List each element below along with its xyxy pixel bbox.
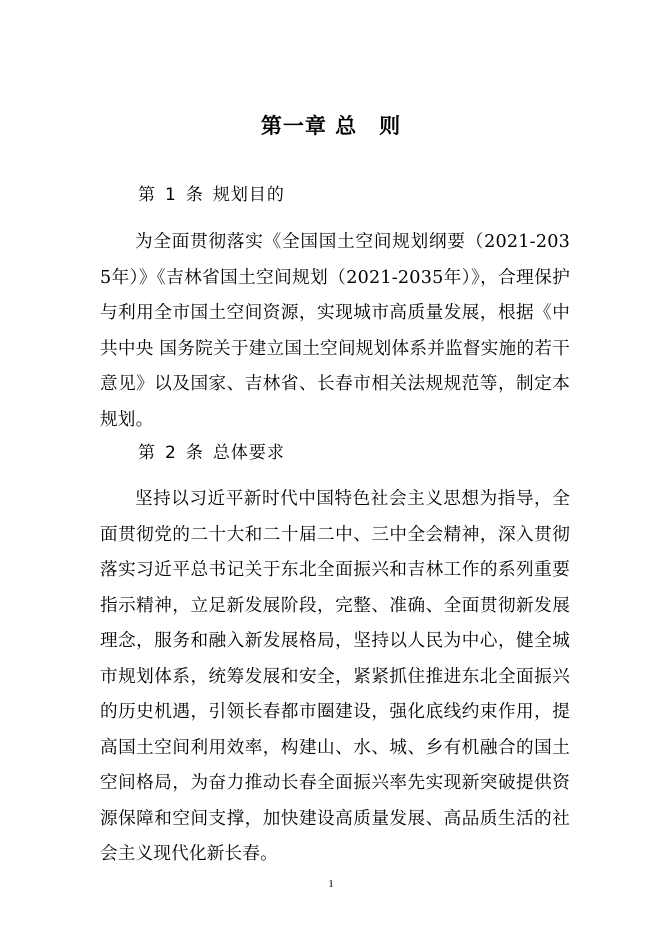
article-1-suffix: 条 [185,185,204,205]
article-2-body: 坚持以习近平新时代中国特色社会主义思想为指导，全面贯彻党的二十大和二十届二中、三中全会精神，深入贯彻落实习近平总书记关于东北全面振兴和吉林工作的系列重要指示精神，立足新发展阶段，完整、准确、全面贯彻新发展理念，服务和融入新发展格局，坚持以人民为中心，健全城市规划体系，统筹发展和安全，紧紧抓住推进东北全面振兴的历史机遇，引领长春都市圈建设，强化底线约束作用，提高国土空间利用效率，构建山、水、城、乡有机融合的国土空间格局，为奋力推动长春全面振兴率先实现新突破提供资源保障和空间支撑，加快建设高质量发展、高品质生活的社会主义现代化新长春。 [100,489,570,864]
article-1-number: 1 [165,185,177,205]
article-1-title: 规划目的 [212,185,285,205]
article-1-body: 为全面贯彻落实《全国国土空间规划纲要（2021-2035年）》《吉林省国土空间规划（2021-2035年）》，合理保护与利用全市国土空间资源，实现城市高质量发展，根据《中共中央 国务院关于建立国土空间规划体系并监督实施的若干意见》以及国家、吉林省、长春市相关法规规范等，制定本规划。 [100,232,570,430]
article-2-suffix: 条 [185,443,204,463]
article-1-label: 第 [138,185,156,205]
article-2-number: 2 [165,443,177,463]
article-2-title: 总体要求 [212,443,285,463]
article-2-heading [138,438,285,463]
page-number: 1 [328,878,334,890]
article-1-heading [138,180,285,205]
chapter-title: 第一章 总 则 [260,113,402,138]
article-2-label: 第 [138,443,156,463]
